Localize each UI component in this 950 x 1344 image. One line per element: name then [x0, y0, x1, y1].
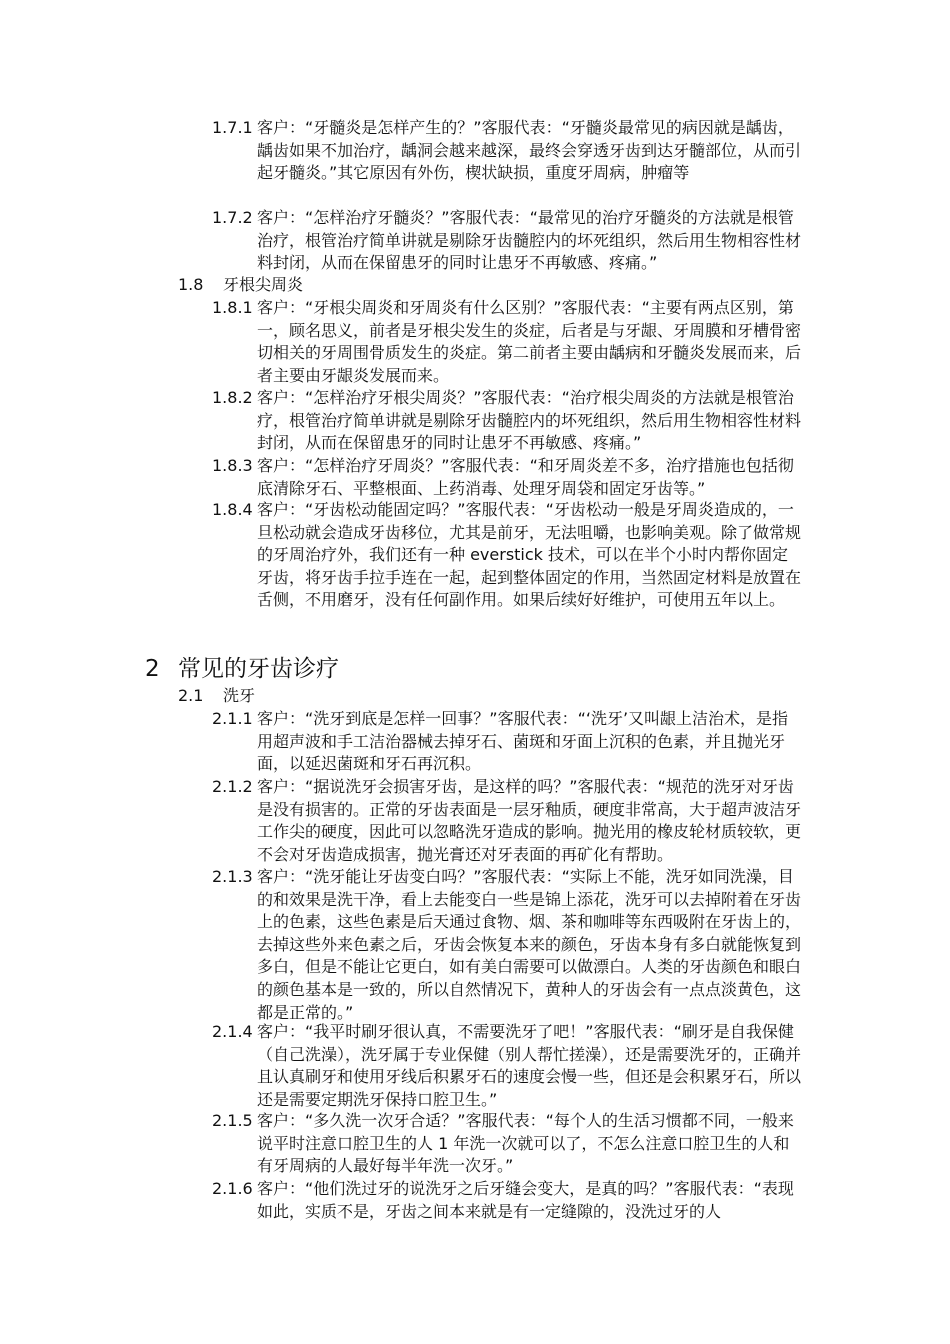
chapter-title: 常见的牙齿诊疗 — [178, 656, 339, 682]
section-number: 1.8 — [178, 275, 204, 294]
item-number: 1.8.3 — [212, 456, 253, 475]
item-number: 2.1.1 — [212, 709, 253, 728]
item-text: 客户：“我平时刷牙很认真，不需要洗牙了吧！”客服代表：“刷牙是自我保健（自己洗澡），洗牙属于专业保健（别人帮忙搓澡），还是需要洗牙的，正确并且认真刷牙和使用牙线后积累牙石的速度会慢一些，但还是会积累牙石，所以还是需要定期洗牙保持口腔卫生。” — [257, 1022, 802, 1109]
item-text: 客户：“他们洗过牙的说洗牙之后牙缝会变大，是真的吗？”客服代表：“表现如此，实质不是，牙齿之间本来就是有一定缝隙的，没洗过牙的人 — [257, 1179, 794, 1221]
section-heading — [178, 685, 255, 708]
section-heading — [178, 274, 303, 297]
item-number: 2.1.3 — [212, 867, 253, 886]
item-number: 1.8.2 — [212, 388, 253, 407]
section-title: 洗牙 — [223, 686, 256, 705]
item-text: 客户：“多久洗一次牙合适？”客服代表：“每个人的生活习惯都不同，一般来说平时注意口腔卫生的人 1 年洗一次就可以了，不怎么注意口腔卫生的人和有牙周病的人最好每半年洗一次牙。” — [257, 1111, 794, 1176]
item-text: 客户：“洗牙能让牙齿变白吗？”客服代表：“实际上不能，洗牙如同洗澡，目的和效果是洗干净，看上去能变白一些是锦上添花，洗牙可以去掉附着在牙齿上的色素，这些色素是后天通过食物、烟、茶和咖啡等东西吸附在牙齿上的，去掉这些外来色素之后，牙齿会恢复本来的颜色，牙齿本身有多白就能恢复到多白，但是不能让它更白，如有美白需要可以做漂白。人类的牙齿颜色和眼白的颜色基本是一致的，所以自然情况下，黄种人的牙齿会有一点点淡黄色，这都是正常的。” — [257, 867, 802, 1022]
item-number: 1.8.4 — [212, 500, 253, 519]
item-text: 客户：“据说洗牙会损害牙齿，是这样的吗？”客服代表：“规范的洗牙对牙齿是没有损害的。正常的牙齿表面是一层牙釉质，硬度非常高，大于超声波洁牙工作尖的硬度，因此可以忽略洗牙造成的影响。抛光用的橡皮轮材质较软，更不会对牙齿造成损害，抛光膏还对牙表面的再矿化有帮助。 — [257, 777, 802, 864]
item-text: 客户：“牙根尖周炎和牙周炎有什么区别？”客服代表：“主要有两点区别，第一，顾名思义，前者是牙根尖发生的炎症，后者是与牙龈、牙周膜和牙槽骨密切相关的牙周围骨质发生的炎症。第二前者主要由龋病和牙髓炎发展而来，后者主要由牙龈炎发展而来。 — [257, 298, 802, 385]
item-number: 2.1.4 — [212, 1022, 253, 1041]
item-text: 客户：“怎样治疗牙周炎？”客服代表：“和牙周炎差不多，治疗措施也包括彻底清除牙石、平整根面、上药消毒、处理牙周袋和固定牙齿等。” — [257, 456, 794, 498]
item-text: 客户：“怎样治疗牙根尖周炎？”客服代表：“治疗根尖周炎的方法就是根管治疗，根管治疗简单讲就是剔除牙齿髓腔内的坏死组织，然后用生物相容性材料封闭，从而在保留患牙的同时让患牙不再敏感、疼痛。” — [257, 388, 802, 453]
item-number: 2.1.6 — [212, 1179, 253, 1198]
chapter-number: 2 — [145, 656, 160, 682]
item-number: 1.7.1 — [212, 118, 253, 137]
item-text: 客户：“洗牙到底是怎样一回事？”客服代表：“‘洗牙’又叫龈上洁治术，是指用超声波和手工洁治器械去掉牙石、菌斑和牙面上沉积的色素，并且抛光牙面，以延迟菌斑和牙石再沉积。 — [257, 709, 789, 774]
item-number: 2.1.2 — [212, 777, 253, 796]
item-number: 2.1.5 — [212, 1111, 253, 1130]
item-text: 客户：“怎样治疗牙髓炎？”客服代表：“最常见的治疗牙髓炎的方法就是根管治疗，根管治疗简单讲就是剔除牙齿髓腔内的坏死组织，然后用生物相容性材料封闭，从而在保留患牙的同时让患牙不再敏感、疼痛。” — [257, 208, 802, 273]
section-title: 牙根尖周炎 — [223, 275, 304, 294]
chapter-heading — [145, 654, 339, 684]
item-text: 客户：“牙齿松动能固定吗？”客服代表：“牙齿松动一般是牙周炎造成的，一旦松动就会造成牙齿移位，尤其是前牙，无法咀嚼，也影响美观。除了做常规的牙周治疗外，我们还有一种 everstick 技术，可以在半个小时内帮你固定牙齿，将牙齿手拉手连在一起，起到整体固定的作用，当然固定材料是放置在舌侧，不用磨牙，没有任何副作用。如果后续好好维护，可使用五年以上。 — [257, 500, 802, 610]
item-number: 1.8.1 — [212, 298, 253, 317]
item-number: 1.7.2 — [212, 208, 253, 227]
item-text: 客户：“牙髓炎是怎样产生的？”客服代表：“牙髓炎最常见的病因就是龋齿，龋齿如果不加治疗，龋洞会越来越深，最终会穿透牙齿到达牙髓部位，从而引起牙髓炎。”其它原因有外伤，楔状缺损，重度牙周病，肿瘤等 — [257, 118, 802, 183]
section-number: 2.1 — [178, 686, 204, 705]
